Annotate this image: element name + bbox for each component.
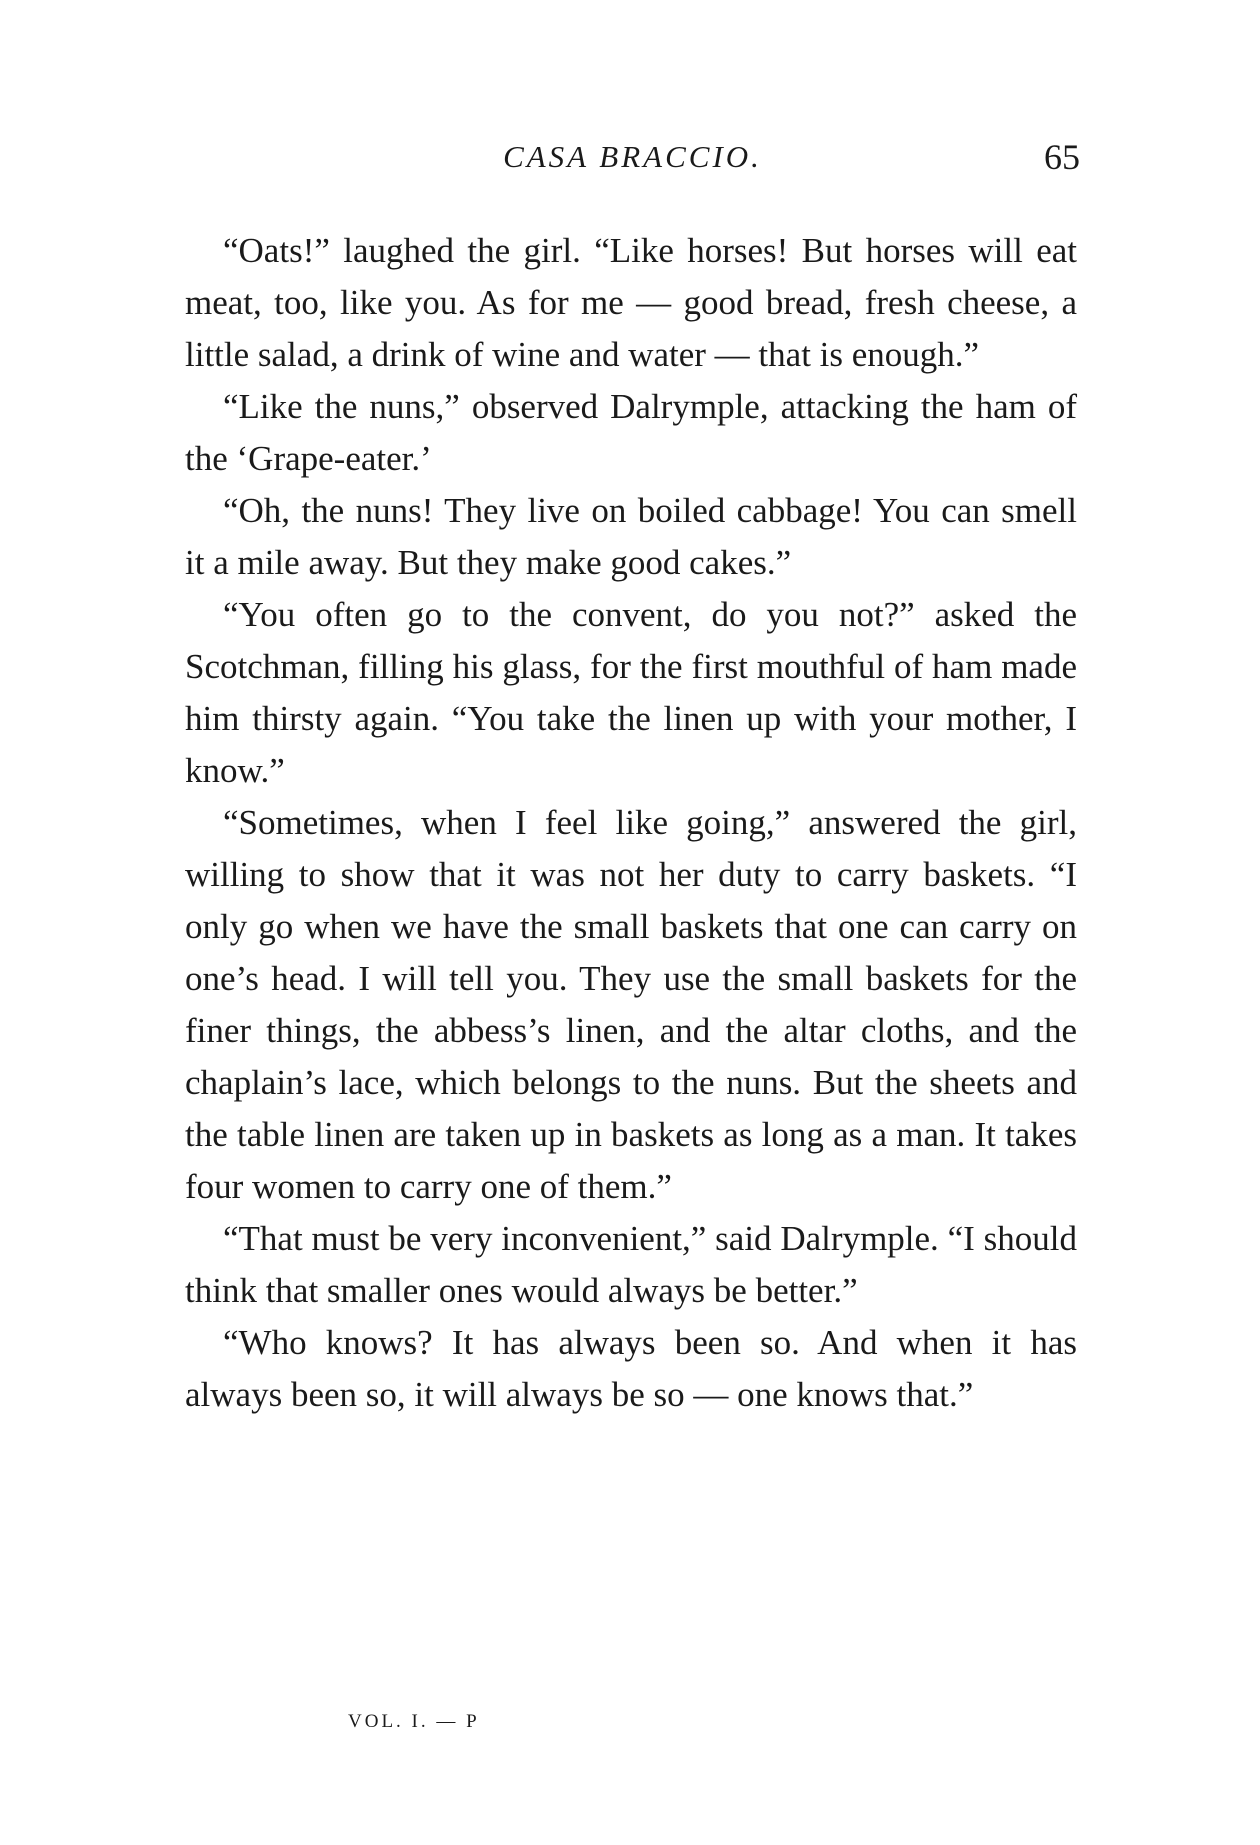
paragraph: “Sometimes, when I feel like going,” answered the girl, willing to show that it was not her duty to carry baskets. “I only go when we have the small baskets that one can carry on one’s head. I will tell you. They use the small baskets for the finer things, the abbess’s linen, and the altar cloths, and the chaplain’s lace, which belongs to the nuns. But the sheets and the table linen are taken up in baskets as long as a man. It takes four women to carry one of them.” — [185, 803, 1077, 1206]
paragraph: “Oats!” laughed the girl. “Like horses! But horses will eat meat, too, like you. As for me — good bread, fresh cheese, a little salad, a drink of wine and water — that is enough.” — [185, 231, 1077, 374]
running-title: CASA BRACCIO. — [503, 139, 762, 174]
running-head — [185, 132, 1080, 182]
paragraph: “That must be very inconvenient,” said Dalrymple. “I should think that smaller ones would always be better.” — [185, 1219, 1077, 1310]
paragraph: “You often go to the convent, do you not?” asked the Scotchman, filling his glass, for the first mouthful of ham made him thirsty again. “You take the linen up with your mother, I know.” — [185, 595, 1077, 790]
paragraph: “Like the nuns,” observed Dalrymple, attacking the ham of the ‘Grape-eater.’ — [185, 387, 1077, 478]
body-text — [185, 225, 1077, 1421]
page-number: 65 — [1044, 137, 1080, 177]
signature-mark: VOL. I. — P — [348, 1711, 480, 1732]
paragraph: “Who knows? It has always been so. And when it has always been so, it will always be so — one knows that.” — [185, 1323, 1077, 1414]
paragraph: “Oh, the nuns! They live on boiled cabbage! You can smell it a mile away. But they make good cakes.” — [185, 491, 1077, 582]
